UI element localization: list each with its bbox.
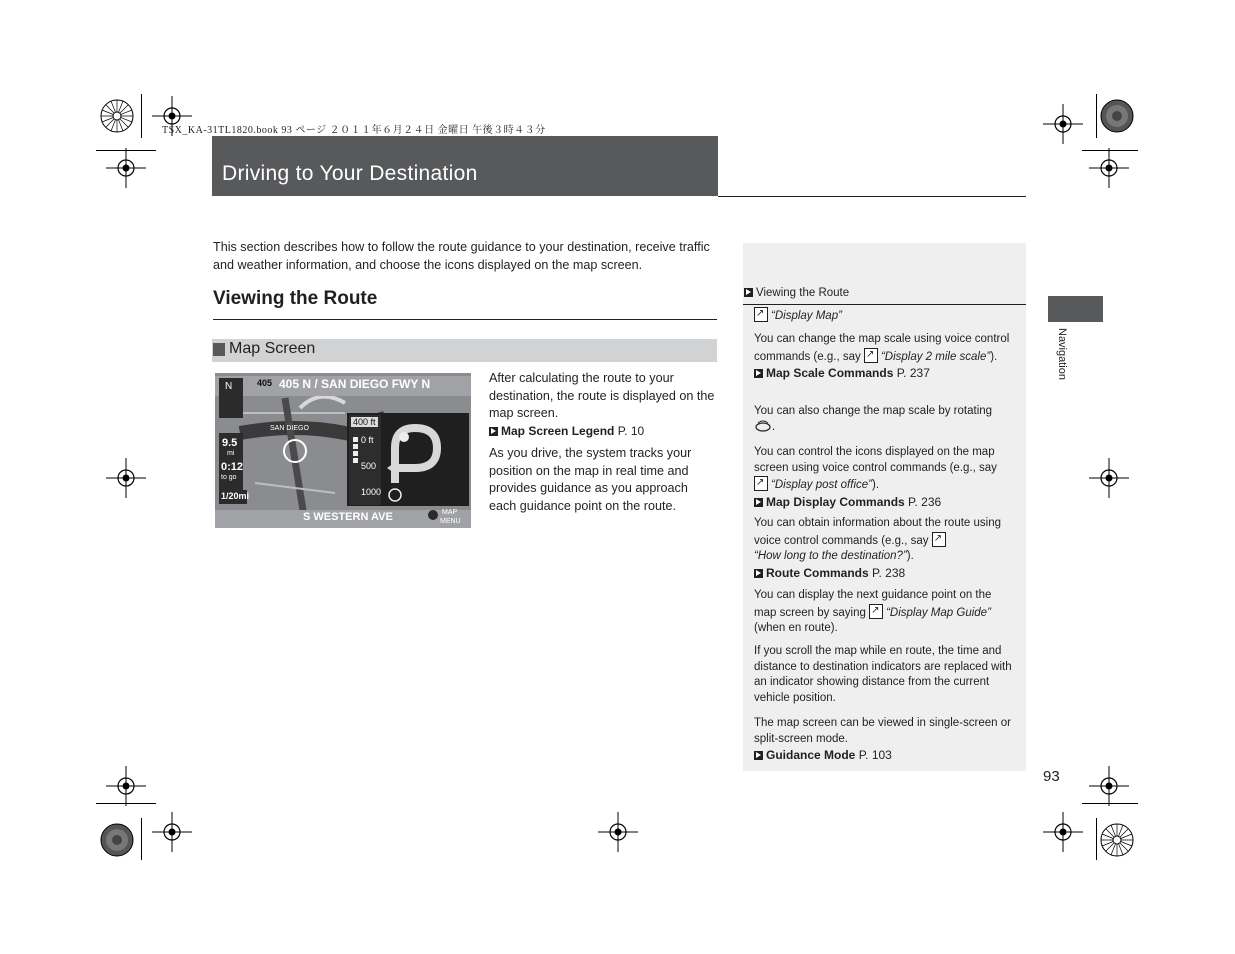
- map-distance-value: 9.5: [222, 437, 238, 449]
- note-end: ).: [906, 550, 914, 562]
- note-text: You can control the icons displayed on the map screen using voice control commands (e.g., say: [754, 446, 997, 474]
- body-paragraph-1: After calculating the route to your destination, the route is displayed on the map screen.: [489, 371, 715, 420]
- note-text: The map screen can be viewed in single-screen or split-screen mode.: [754, 717, 1011, 745]
- sidebar-note-3: [754, 445, 1016, 511]
- cross-reference-arrow-icon: [754, 369, 763, 378]
- voice-command: “Display 2 mile scale”: [880, 350, 991, 363]
- xref-label: Route Commands: [766, 565, 869, 580]
- section-heading: Viewing the Route: [213, 288, 378, 309]
- subsection-heading: Map Screen: [229, 340, 316, 357]
- sidebar-note-2: You can also change the map scale by rotating .: [754, 405, 993, 433]
- registration-mark-icon: [1089, 766, 1129, 806]
- chapter-tab-label: Navigation: [1056, 328, 1068, 380]
- map-guide-scale-1000: 1000: [361, 487, 382, 497]
- cross-reference-arrow-icon: [489, 427, 498, 436]
- map-guide-scale-500: 500: [361, 461, 377, 471]
- registration-mark-icon: [1043, 812, 1083, 852]
- talk-button-icon: [869, 604, 883, 619]
- talk-button-icon: [932, 532, 946, 547]
- title-rule: [718, 196, 1026, 197]
- note-text: You can obtain information about the route using voice control commands (e.g., say: [754, 517, 1002, 547]
- map-time-value: 0:12: [221, 461, 244, 473]
- registration-mark-icon: [106, 148, 146, 188]
- map-time-unit: to go: [221, 474, 237, 481]
- note-text: You can also change the map scale by rotating: [754, 405, 993, 417]
- section-rule: [213, 319, 717, 320]
- registration-mark-icon: [598, 812, 638, 852]
- talk-button-icon: [864, 348, 878, 363]
- talk-button-icon: [754, 307, 768, 322]
- sidebar-note-6: If you scroll the map while en route, the time and distance to destination indicators are replaced with an indicator showing distance from the current vehicle position.: [754, 645, 1012, 704]
- printer-slug: TSX_KA-31TL1820.book 93 ページ ２０１１年６月２４日 金曜日 午後３時４３分: [162, 125, 546, 136]
- registration-mark-icon: [106, 458, 146, 498]
- xref-page: P. 237: [896, 366, 930, 380]
- note-end: (when en route).: [754, 622, 838, 634]
- intro-paragraph: This section describes how to follow the route guidance to your destination, receive traffic and weather information, and choose the icons displayed on the map screen.: [213, 240, 710, 272]
- xref-page: P. 103: [858, 748, 892, 762]
- note-end: ).: [990, 350, 998, 363]
- note-text: You can display the next guidance point on the map screen by saying: [754, 589, 992, 619]
- page-number: 93: [1043, 768, 1060, 785]
- xref-label: Map Scale Commands: [766, 366, 894, 380]
- map-route-badge: 405: [257, 378, 273, 388]
- map-guide-distance: 400 ft: [353, 417, 376, 427]
- xref-map-scale-commands[interactable]: [754, 366, 930, 380]
- registration-mark-icon: [106, 766, 146, 806]
- sidebar-note-7: [754, 716, 1016, 765]
- map-street-bottom: S WESTERN AVE: [303, 511, 393, 523]
- xref-route-commands[interactable]: [754, 566, 905, 580]
- body-paragraph-2: As you drive, the system tracks your position on the map in real time and provides guidance as you approach each guidance point on the route.: [489, 446, 692, 513]
- cross-reference-arrow-icon: [754, 498, 763, 507]
- map-label-san-diego: SAN DIEGO: [270, 425, 309, 432]
- voice-command: “Display Map”: [771, 310, 842, 322]
- sidebar-note-5: [754, 588, 1016, 637]
- chapter-tab[interactable]: [1048, 296, 1103, 322]
- map-distance-unit: mi: [227, 450, 235, 457]
- subsection-heading-bar: [212, 339, 717, 362]
- xref-label: Map Display Commands: [766, 494, 905, 509]
- xref-map-screen-legend[interactable]: [489, 423, 717, 439]
- sidebar-note-1: [754, 332, 1016, 383]
- sidebar-header-label: Viewing the Route: [756, 287, 850, 299]
- xref-page: P. 238: [872, 565, 906, 580]
- map-screen-image: [215, 373, 471, 528]
- voice-command: “Display post office”: [771, 479, 872, 491]
- map-street-top: 405 N / SAN DIEGO FWY N: [279, 377, 431, 391]
- note-text: You can change the map scale using voice control commands (e.g., say: [754, 333, 1010, 363]
- registration-mark-icon: [152, 812, 192, 852]
- sidebar-note-4: [754, 516, 1016, 582]
- voice-command: “How long to the destination?”: [754, 550, 907, 562]
- cross-reference-arrow-icon: [744, 288, 753, 297]
- page-title: Driving to Your Destination: [222, 162, 478, 185]
- color-rosette-icon: [1099, 822, 1135, 858]
- sidebar-header: [744, 287, 849, 299]
- cross-reference-arrow-icon: [754, 751, 763, 760]
- map-menu-label-1: MAP: [442, 509, 458, 516]
- interface-dial-icon: [754, 420, 772, 432]
- map-guide-scale-0: 0 ft: [361, 435, 374, 445]
- note-end: ).: [871, 479, 880, 491]
- color-rosette-icon: [99, 822, 135, 858]
- talk-button-icon: [754, 476, 768, 491]
- color-rosette-icon: [1099, 98, 1135, 134]
- map-scale: 1/20mi: [221, 491, 250, 501]
- chapter-title-bar: [212, 136, 718, 196]
- xref-page: P. 236: [908, 494, 942, 509]
- cross-reference-arrow-icon: [754, 569, 763, 578]
- registration-mark-icon: [1043, 104, 1083, 144]
- xref-page: P. 10: [617, 424, 645, 438]
- registration-mark-icon: [1089, 148, 1129, 188]
- sidebar-note-display-map: [754, 307, 1016, 325]
- svg-text:N: N: [225, 381, 233, 392]
- map-menu-label-2: MENU: [440, 518, 461, 525]
- registration-mark-icon: [1089, 458, 1129, 498]
- color-rosette-icon: [99, 98, 135, 134]
- xref-label: Map Screen Legend: [501, 424, 615, 438]
- voice-command: “Display Map Guide”: [886, 606, 991, 619]
- xref-guidance-mode[interactable]: [754, 748, 892, 762]
- xref-label: Guidance Mode: [766, 748, 856, 762]
- square-bullet-icon: [213, 343, 225, 356]
- xref-map-display-commands[interactable]: [754, 495, 941, 509]
- sidebar-rule: [743, 304, 1026, 305]
